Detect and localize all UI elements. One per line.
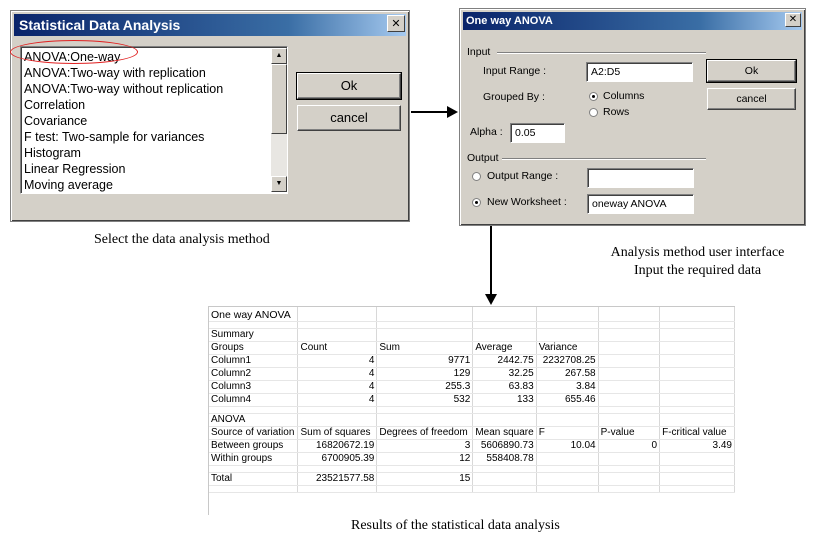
table-cell: 4 <box>298 368 377 381</box>
output-section-label: Output <box>467 152 499 164</box>
anova-label: ANOVA <box>209 414 298 427</box>
table-row <box>209 342 735 355</box>
list-item[interactable]: F test: Two-sample for variances <box>24 130 205 144</box>
table-cell: 12 <box>377 453 473 466</box>
table-header: Degrees of freedom <box>377 427 473 440</box>
table-cell: 4 <box>298 394 377 407</box>
results-spreadsheet <box>208 306 735 515</box>
scroll-down-arrow-icon[interactable]: ▼ <box>271 176 287 192</box>
table-header: Groups <box>209 342 298 355</box>
output-divider <box>502 158 706 160</box>
close-icon[interactable]: ✕ <box>387 15 405 32</box>
arrow-down-icon <box>485 294 497 305</box>
list-item[interactable]: ANOVA:Two-way without replication <box>24 82 224 96</box>
table-cell: 4 <box>298 381 377 394</box>
input-range-label: Input Range : <box>483 65 547 77</box>
table-header: Sum of squares <box>298 427 377 440</box>
table-row <box>209 453 735 466</box>
table-cell: 32.25 <box>473 368 536 381</box>
cancel-button-label: cancel <box>736 93 767 105</box>
list-item[interactable]: Covariance <box>24 114 88 128</box>
ok-button[interactable] <box>297 73 401 99</box>
list-item[interactable]: Correlation <box>24 98 86 112</box>
input-section-label: Input <box>467 46 491 58</box>
table-cell: 133 <box>473 394 536 407</box>
output-range-radio[interactable] <box>472 172 481 181</box>
cancel-button[interactable] <box>707 88 796 110</box>
table-cell: 3.49 <box>660 440 735 453</box>
cancel-button-label: cancel <box>330 110 368 125</box>
table-cell: 3 <box>377 440 473 453</box>
table-cell: 267.58 <box>536 368 598 381</box>
ok-button-label: Ok <box>744 65 759 77</box>
flow-arrow-down <box>490 226 492 296</box>
columns-radio-label: Columns <box>603 90 645 102</box>
list-item[interactable]: Histogram <box>24 146 81 160</box>
scroll-up-arrow-icon[interactable]: ▲ <box>271 48 287 64</box>
table-cell: 3.84 <box>536 381 598 394</box>
new-worksheet-label: New Worksheet : <box>487 196 567 208</box>
table-cell: 6700905.39 <box>298 453 377 466</box>
table-row <box>209 355 735 368</box>
scroll-thumb[interactable] <box>271 64 287 134</box>
caption-ui-line1: Analysis method user interface <box>610 245 785 260</box>
table-cell: 10.04 <box>536 440 598 453</box>
table-cell: Column3 <box>209 381 298 394</box>
table-cell: 63.83 <box>473 381 536 394</box>
table-row <box>209 368 735 381</box>
table-cell: Total <box>209 473 298 486</box>
method-listbox[interactable] <box>20 46 288 194</box>
list-item[interactable]: ANOVA:Two-way with replication <box>24 66 206 80</box>
list-item[interactable]: Moving average <box>24 178 113 192</box>
flow-arrow-right <box>411 111 451 113</box>
table-cell: Column1 <box>209 355 298 368</box>
table-row <box>209 440 735 453</box>
table-header: F-critical value <box>660 427 735 440</box>
arrow-right-icon <box>447 106 458 118</box>
table-header: Source of variation <box>209 427 298 440</box>
alpha-label: Alpha : <box>470 126 503 138</box>
list-scrollbar[interactable] <box>271 48 287 192</box>
caption-ui-line2: Input the required data <box>633 263 762 278</box>
columns-radio[interactable] <box>589 92 598 101</box>
table-cell: 255.3 <box>377 381 473 394</box>
table-cell: 655.46 <box>536 394 598 407</box>
table-row <box>209 307 735 322</box>
table-cell: 23521577.58 <box>298 473 377 486</box>
table-row <box>209 414 735 427</box>
table-header: Count <box>298 342 377 355</box>
caption-select-method: Select the data analysis method <box>94 232 270 247</box>
table-header: Average <box>473 342 536 355</box>
table-row <box>209 473 735 486</box>
table-header: F <box>536 427 598 440</box>
ok-button-label: Ok <box>340 78 358 93</box>
table-row <box>209 427 735 440</box>
input-range-field[interactable]: A2:D5 <box>586 62 693 82</box>
table-row <box>209 394 735 407</box>
table-header: Mean square <box>473 427 536 440</box>
list-item[interactable]: Linear Regression <box>24 162 126 176</box>
table-cell: Within groups <box>209 453 298 466</box>
caption-results: Results of the statistical data analysis <box>351 518 560 533</box>
table-row <box>209 329 735 342</box>
ok-button[interactable] <box>707 60 796 82</box>
table-cell: 558408.78 <box>473 453 536 466</box>
table-cell: 2442.75 <box>473 355 536 368</box>
new-worksheet-radio[interactable] <box>472 198 481 207</box>
table-cell: 15 <box>377 473 473 486</box>
cancel-button[interactable] <box>297 105 401 131</box>
table-row <box>209 381 735 394</box>
output-range-field[interactable] <box>587 168 694 188</box>
table-cell: 5606890.73 <box>473 440 536 453</box>
dialog-title: Statistical Data Analysis <box>14 14 406 36</box>
alpha-field[interactable]: 0.05 <box>510 123 565 143</box>
table-cell: 9771 <box>377 355 473 368</box>
table-cell: 0 <box>598 440 660 453</box>
new-worksheet-field[interactable]: oneway ANOVA <box>587 194 694 214</box>
table-cell: 16820672.19 <box>298 440 377 453</box>
table-cell: 129 <box>377 368 473 381</box>
grouped-by-label: Grouped By : <box>483 91 545 103</box>
highlight-ellipse <box>10 40 138 64</box>
close-icon[interactable]: ✕ <box>785 13 801 27</box>
table-cell: Column4 <box>209 394 298 407</box>
output-range-label: Output Range : <box>487 170 559 182</box>
table-header: Sum <box>377 342 473 355</box>
summary-label: Summary <box>209 329 298 342</box>
table-cell: Between groups <box>209 440 298 453</box>
table-header: Variance <box>536 342 598 355</box>
table-cell: 532 <box>377 394 473 407</box>
rows-radio[interactable] <box>589 108 598 117</box>
table-header: P-value <box>598 427 660 440</box>
table-cell: Column2 <box>209 368 298 381</box>
table-cell: 4 <box>298 355 377 368</box>
rows-radio-label: Rows <box>603 106 630 118</box>
input-divider <box>497 52 706 54</box>
sheet-title: One way ANOVA <box>209 307 298 322</box>
list-item[interactable]: ANOVA:One-way <box>24 50 121 64</box>
dialog-title: One way ANOVA <box>463 12 802 30</box>
table-cell: 2232708.25 <box>536 355 598 368</box>
